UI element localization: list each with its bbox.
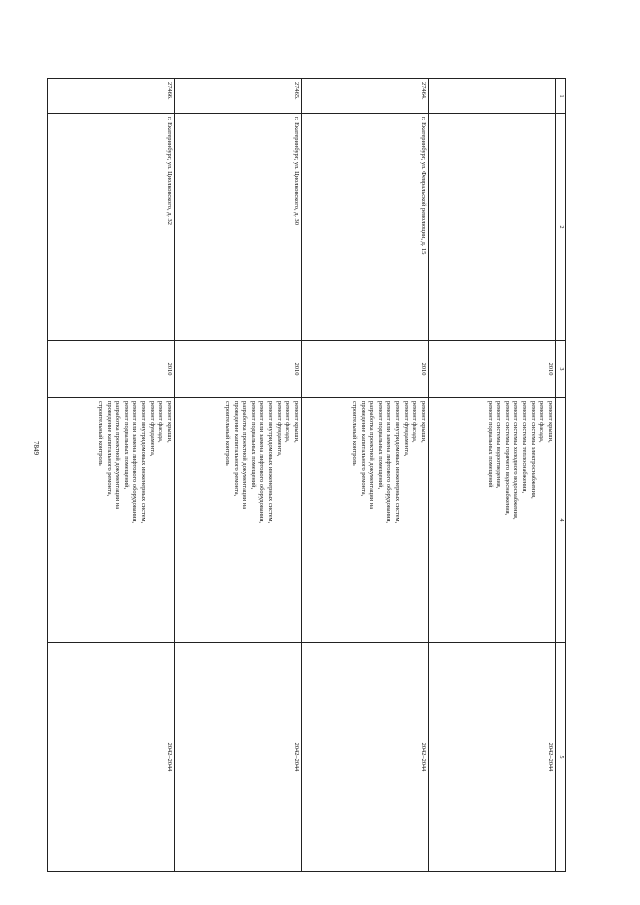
repair-work-item: ремонт системы холодного водоснабжения, — [512, 401, 520, 520]
commissioning-year: 2010 — [302, 341, 429, 398]
repair-schedule-table-frame — [78, 78, 566, 846]
table-row — [175, 79, 302, 872]
column-number-2: 2 — [556, 114, 566, 341]
repair-work-item: ремонт системы электроснабжения, — [529, 401, 537, 499]
repair-work-item: строительный контроль — [350, 401, 358, 466]
repair-schedule-table — [47, 78, 566, 872]
column-number-1: 1 — [556, 79, 566, 114]
building-address: г. Екатеринбург, ул. Циолковского, д. 32 — [48, 114, 175, 341]
repair-work-item: ремонт фасада, — [157, 401, 165, 443]
table-row — [302, 79, 429, 872]
repair-work-item: ремонт крыши, — [547, 401, 554, 443]
table-row — [429, 79, 556, 872]
repair-work-item: ремонт или замена лифтового оборудования, — [258, 401, 266, 524]
building-address — [429, 114, 556, 341]
repair-work-item: ремонт фасада, — [284, 401, 292, 443]
repair-work-item: ремонт крыши, — [166, 401, 173, 443]
repair-work-item: ремонт системы горячего водоснабжения, — [503, 401, 511, 516]
repair-work-item: ремонт подвальных помещений, — [376, 401, 384, 490]
column-number-row — [556, 79, 566, 872]
repair-work-item: ремонт фундамента, — [275, 401, 283, 457]
row-number: 27465. — [175, 79, 302, 114]
row-number: 27466. — [48, 79, 175, 114]
repair-work-item: ремонт или замена лифтового оборудования, — [385, 401, 393, 524]
column-number-3: 3 — [556, 341, 566, 398]
repair-work-item: ремонт фасада, — [411, 401, 419, 443]
table-row — [48, 79, 175, 872]
repair-work-item: ремонт подвальных помещений, — [122, 401, 130, 490]
repair-works-list — [302, 398, 429, 643]
repair-works-list — [175, 398, 302, 643]
repair-period: 2042–2044 — [48, 643, 175, 872]
repair-work-item: разработка проектной документации на — [114, 401, 122, 510]
repair-work-item: ремонт фундамента, — [148, 401, 156, 457]
column-number-5: 5 — [556, 643, 566, 872]
repair-work-item: проведение капитального ремонта, — [359, 401, 367, 497]
repair-work-item: ремонт крыши, — [293, 401, 300, 443]
repair-works-list — [48, 398, 175, 643]
repair-work-item: ремонт фасада, — [538, 401, 546, 443]
repair-work-item: проведение капитального ремонта, — [232, 401, 240, 497]
commissioning-year: 2010 — [48, 341, 175, 398]
repair-work-item: ремонт внутридомовых инженерных систем, — [394, 401, 402, 524]
repair-work-item: разработка проектной документации на — [368, 401, 376, 510]
commissioning-year: 2010 — [429, 341, 556, 398]
repair-work-item: проведение капитального ремонта, — [105, 401, 113, 497]
repair-work-item: ремонт или замена лифтового оборудования, — [131, 401, 139, 524]
page-number: 7849 — [32, 441, 40, 455]
repair-work-item: разработка проектной документации на — [241, 401, 249, 510]
row-number — [429, 79, 556, 114]
repair-period: 2042–2044 — [302, 643, 429, 872]
repair-work-item: ремонт внутридомовых инженерных систем, — [140, 401, 148, 524]
repair-period: 2042–2044 — [429, 643, 556, 872]
repair-work-item: ремонт подвальных помещений, — [249, 401, 257, 490]
repair-work-item: ремонт системы теплоснабжения, — [521, 401, 529, 494]
repair-works-list — [429, 398, 556, 643]
repair-work-item: ремонт фундамента, — [402, 401, 410, 457]
repair-work-item: строительный контроль — [96, 401, 104, 466]
repair-period: 2042–2044 — [175, 643, 302, 872]
repair-work-item: строительный контроль — [223, 401, 231, 466]
repair-work-item: ремонт подвальных помещений — [486, 401, 494, 488]
repair-work-item: ремонт крыши, — [420, 401, 427, 443]
repair-work-item: ремонт системы водоотведения, — [495, 401, 503, 489]
commissioning-year: 2010 — [175, 341, 302, 398]
column-number-4: 4 — [556, 398, 566, 643]
row-number: 27464. — [302, 79, 429, 114]
repair-work-item: ремонт внутридомовых инженерных систем, — [267, 401, 275, 524]
building-address: г. Екатеринбург, ул. Циолковского, д. 30 — [175, 114, 302, 341]
building-address: г. Екатеринбург, ул. Февральской революции, д. 15 — [302, 114, 429, 341]
